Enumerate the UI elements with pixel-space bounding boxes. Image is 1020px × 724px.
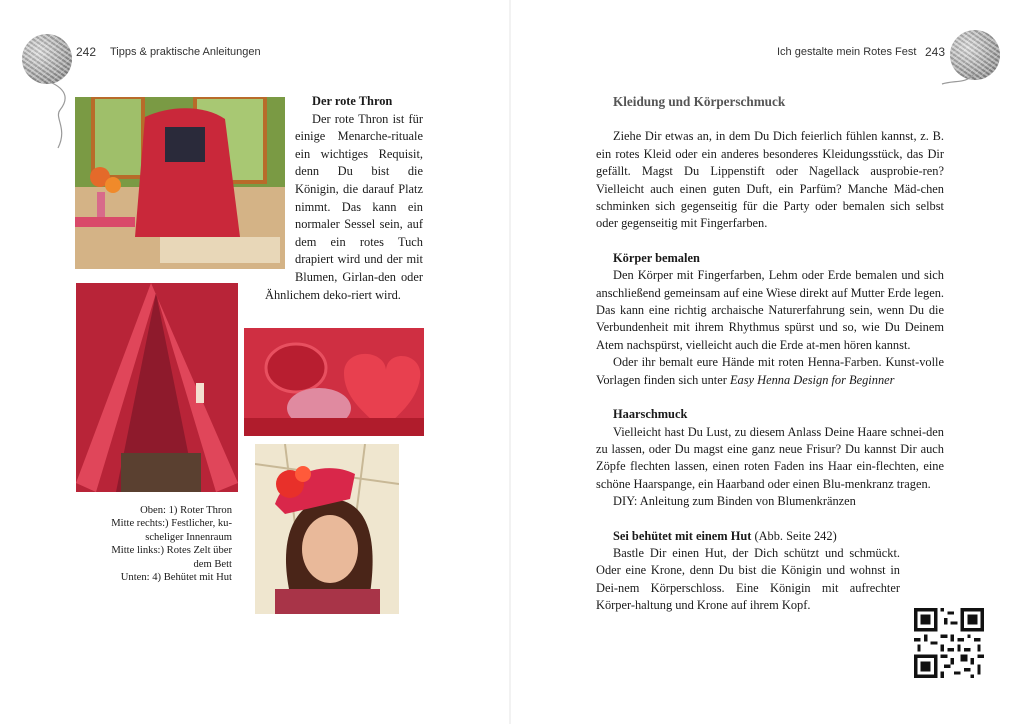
image-wrap-spacer [265,93,295,269]
hat-heading [596,528,944,545]
running-title-left: Tipps & praktische Anleitungen [110,46,261,58]
henna-paragraph [596,354,944,389]
body-paint-paragraph: Den Körper mit Fingerfarben, Lehm oder Erde bemalen und sich anschließend gemeinsam auf eine Wiese direkt auf Mutter Erde legen. Das kann eine richtig archaische Naturerfahrung sein, wenn Du die Verbundenheit mit ihrem Rhythmus spürst und so, wie Du Deinem Atem nachspürst, vielleicht auch die Erde at-men hören kannst. [596,268,944,352]
yarn-thread-icon [28,80,73,152]
hat-heading-text: Sei behütet mit einem Hut [613,528,752,543]
page-number-left: 242 [76,45,97,59]
caption-line: Unten: 4) Behütet mit Hut [120,572,232,584]
photo-girl-with-hat [255,444,399,614]
photo-red-cushions [244,328,424,436]
throne-body: Der rote Thron ist für einige Menarche-rituale ein wichtiges Requisit, denn Du bist die Königin, die darauf Platz nimmt. Das kann ein normaler Sessel sein, auf dem ein rotes Tuch drapiert wird und der mit Blumen, Girlan-den oder Ähnlichem deko-riert wird. [265,111,423,302]
caption-line: dem Bett [193,558,232,570]
photo-red-tent [76,283,238,492]
clothing-article [596,93,944,615]
yarn-thread-icon [940,70,980,90]
intro-paragraph: Ziehe Dir etwas an, in dem Du Dich feierlich fühlen kannst, z. B. ein rotes Kleid oder ein anderes besonderes Kleidungsstück, das Dir gefällt. Magst Du Lippenstift oder Nagellack ausprobie-ren? Vielleicht auch einen guten Duft, ein Parfüm? Manche Mäd-chen schminken sich gegenseitig für die Party oder bemalen sich selbst oder gegenseitig mit Fingerfarben. [596,129,944,231]
caption-line: scheliger Innenraum [145,531,232,543]
throne-article [265,93,423,304]
qr-code[interactable] [914,608,984,678]
caption-line: Oben: 1) Roter Thron [140,505,232,516]
diy-link[interactable]: DIY: Anleitung zum Binden von Blumenkränzen [613,494,856,509]
hat-figure-ref: (Abb. Seite 242) [751,528,837,543]
section-title: Kleidung und Körperschmuck [613,94,786,109]
body-paint-heading: Körper bemalen [613,250,700,265]
throne-heading: Der rote Thron [312,94,393,108]
page-number-right: 243 [925,45,946,59]
running-title-right: Ich gestalte mein Rotes Fest [777,46,917,58]
caption-line: Mitte links:) Rotes Zelt über [111,545,232,557]
caption-line: Mitte rechts:) Festlicher, ku- [111,518,232,530]
hair-heading: Haarschmuck [613,407,688,422]
yarn-ball-icon [22,34,72,84]
image-caption [80,504,232,584]
hair-paragraph: Vielleicht hast Du Lust, zu diesem Anlass Deine Haare schnei-den zu lassen, oder Du magst eine ganz neue Frisur? Du kannst Dir auch Zöpfe flechten lassen, einen roten Faden ins Haar ein-flechten, eine schöne Haarspange, ein Haarband oder einen Blu-menkranz tragen. [596,424,944,491]
photo-red-throne [75,97,285,269]
hat-paragraph: Bastle Dir einen Hut, der Dich schützt und schmückt. Oder eine Krone, denn Du bist die Königin und wohnst in Dei-nem Körperschloss. Eine Königin mit aufrechter Körper-haltung und Krone auf ihrem Kopf. [596,545,900,613]
henna-text: Oder ihr bemalt eure Hände mit roten Henna-Farben. Kunst-volle Vorlagen finden sich unter [596,355,944,387]
book-spine [509,0,511,724]
henna-book-title: Easy Henna Design for Beginner [729,372,895,387]
